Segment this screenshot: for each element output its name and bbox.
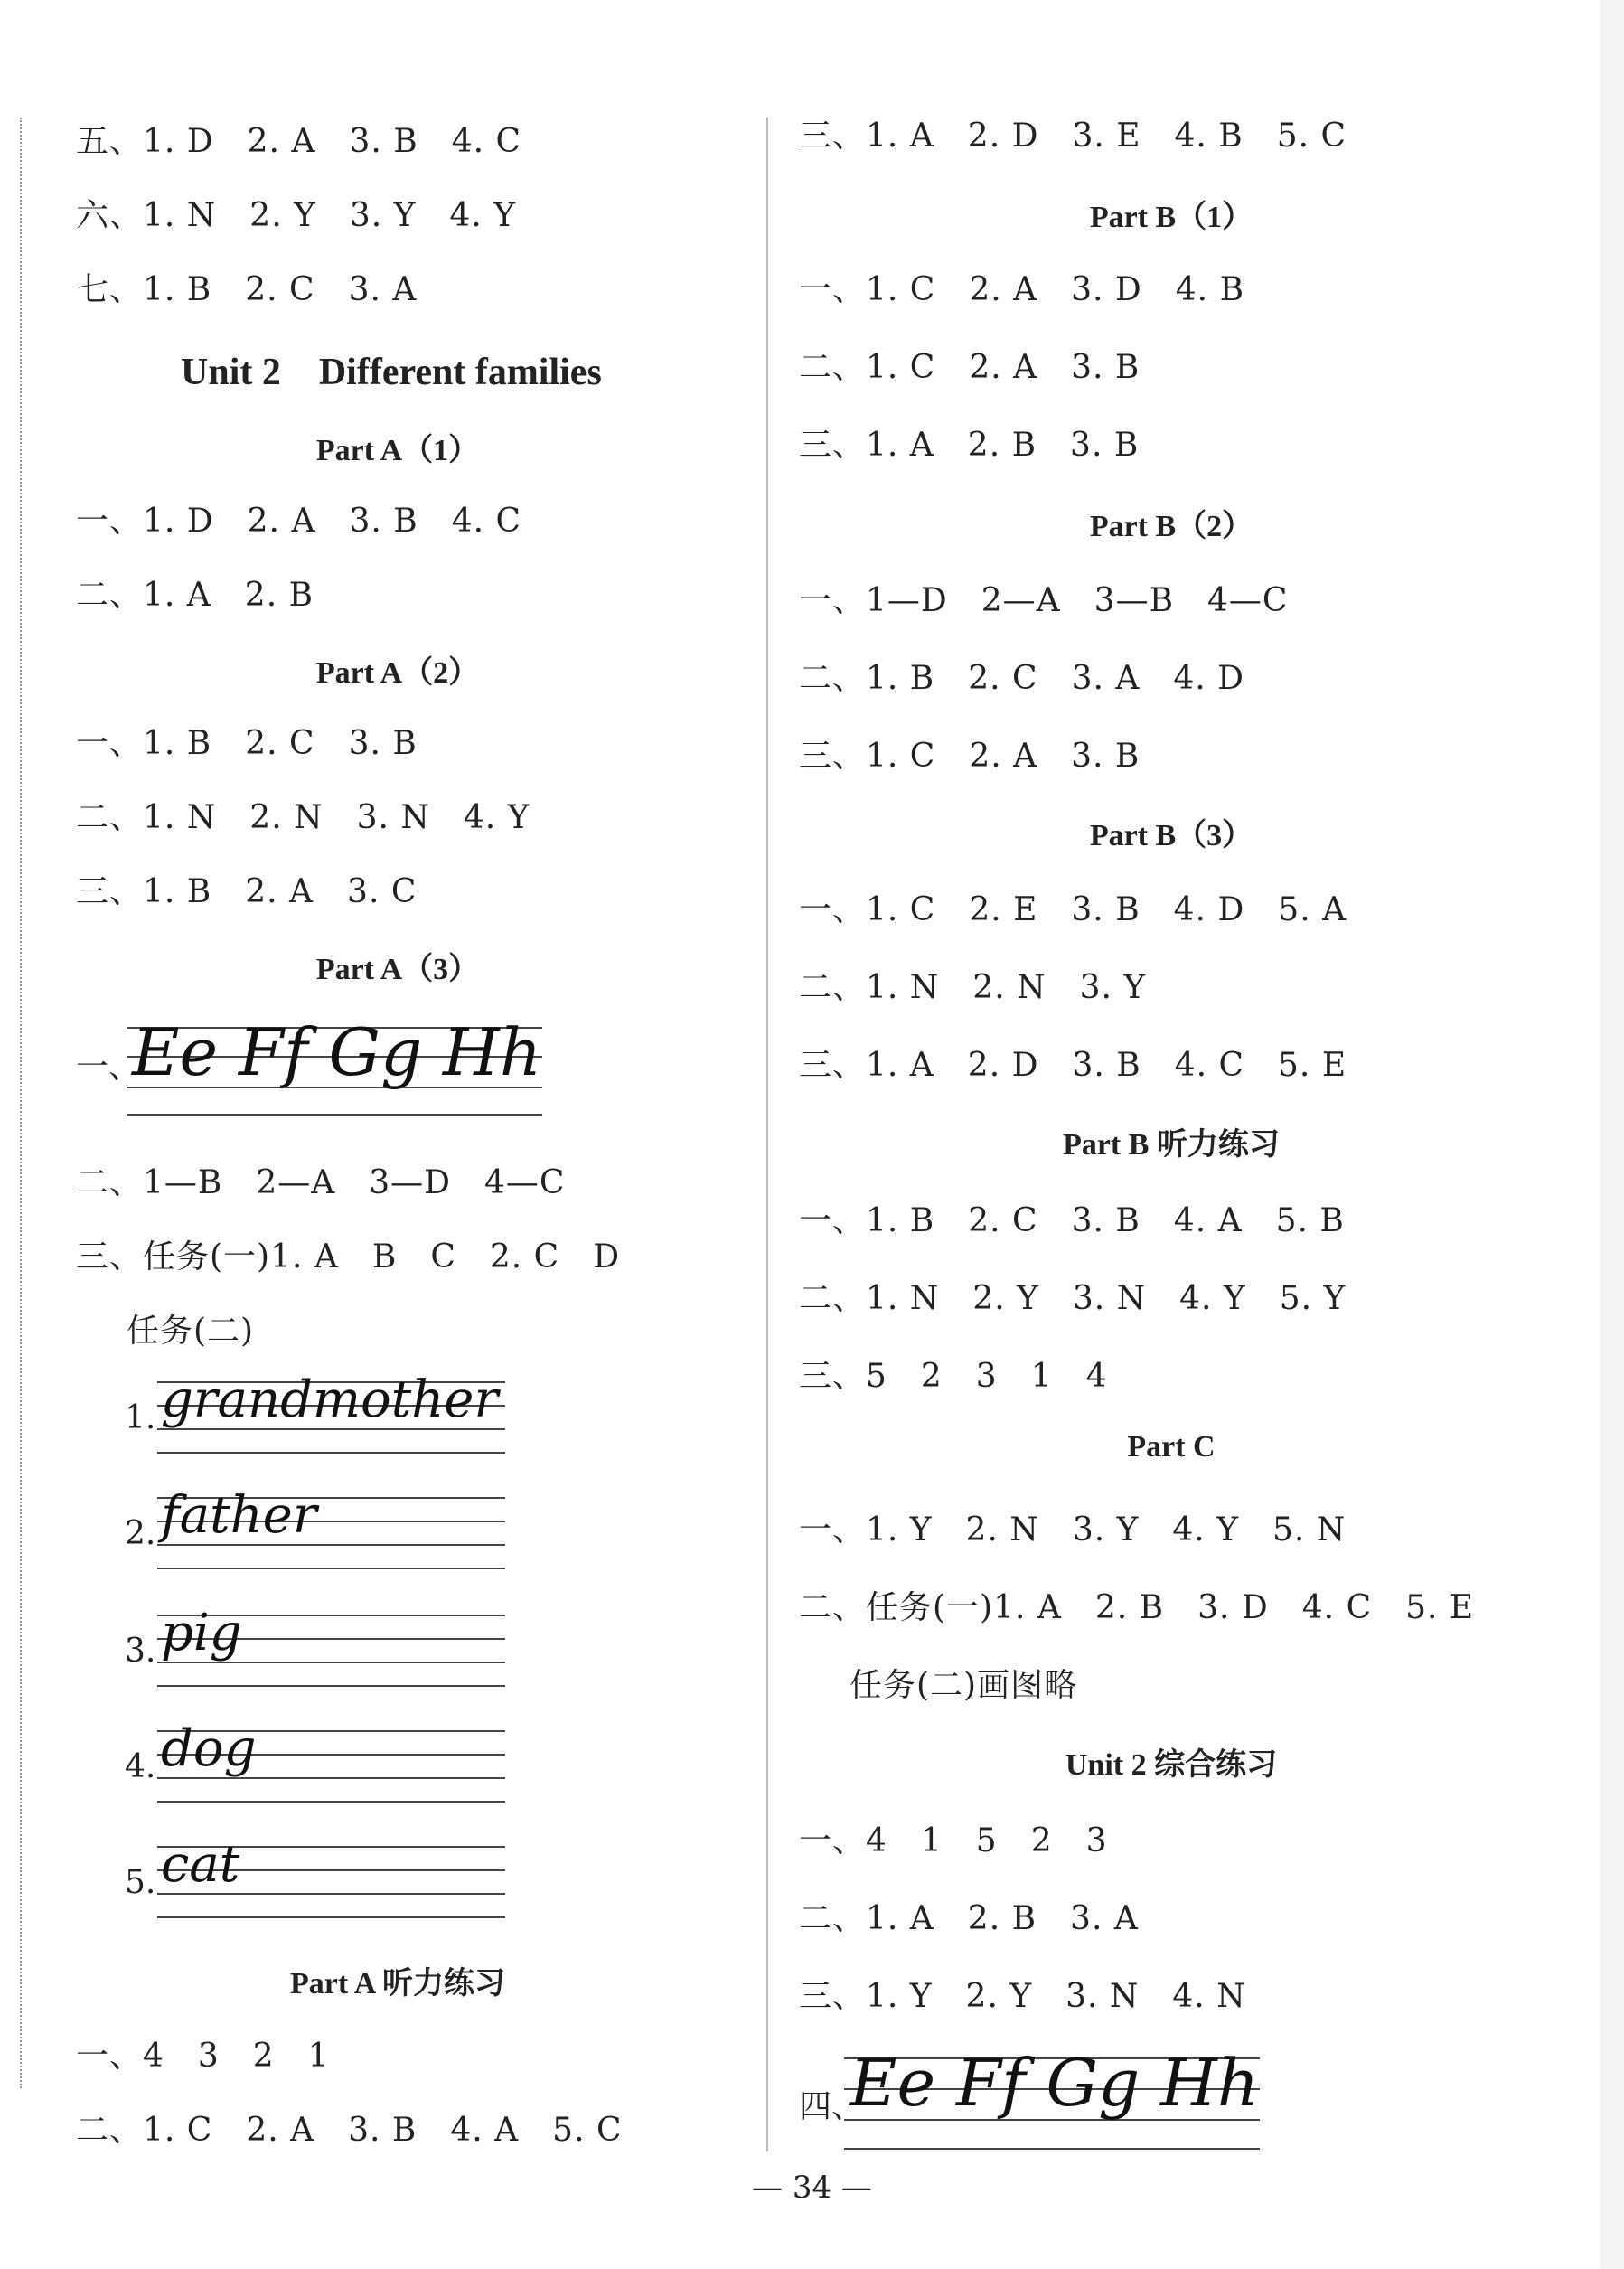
handwriting-ruled-lines: [157, 1719, 505, 1803]
answer-line: 三、1. A 2. B 3. B: [799, 427, 1140, 464]
task-line: 任务(二)画图略: [850, 1667, 1078, 1704]
section-heading: Part B 听力练习: [1063, 1128, 1280, 1162]
word-number: 3.: [125, 1633, 156, 1670]
binding-margin-line: [20, 118, 22, 2088]
handwritten-word: dog: [161, 1719, 257, 1778]
handwriting-ruled-lines: [127, 1014, 542, 1119]
handwriting-ruled-lines: [157, 1486, 505, 1569]
section-heading: Part B（3）: [1089, 819, 1253, 852]
answer-line: 二、1. N 2. N 3. N 4. Y: [76, 799, 530, 836]
task-label: 任务(二): [127, 1313, 255, 1350]
answer-line: 一、4 1 5 2 3: [799, 1822, 1108, 1859]
answer-line: 二、1. N 2. Y 3. N 4. Y 5. Y: [799, 1280, 1347, 1317]
question-number: 四、: [799, 2088, 865, 2125]
section-heading: Part B（2）: [1089, 510, 1253, 543]
section-heading: Part C: [1127, 1430, 1216, 1464]
answer-line: 二、1—B 2—A 3—D 4—C: [76, 1164, 566, 1201]
section-heading: Part A（1）: [315, 434, 480, 467]
answer-line: 一、1—D 2—A 3—B 4—C: [799, 582, 1289, 619]
answer-line: 二、任务(一)1. A 2. B 3. D 4. C 5. E: [799, 1589, 1475, 1626]
answer-line: 三、任务(一)1. A B C 2. C D: [76, 1238, 621, 1276]
question-number: 一、: [76, 1049, 142, 1086]
word-number: 5.: [125, 1864, 156, 1901]
answer-line: 二、1. B 2. C 3. A 4. D: [799, 660, 1245, 697]
answer-line: 二、1. A 2. B 3. A: [799, 1900, 1139, 1937]
section-heading: Part A（2）: [315, 656, 480, 690]
handwritten-word: father: [161, 1486, 317, 1545]
section-heading: Part A 听力练习: [290, 1967, 505, 2001]
handwritten-letters: Ee Ff Gg Hh: [132, 1014, 542, 1090]
answer-line: 六、1. N 2. Y 3. Y 4. Y: [76, 197, 516, 234]
answer-line: 七、1. B 2. C 3. A: [76, 271, 418, 308]
answer-line: 三、1. B 2. A 3. C: [76, 873, 418, 910]
section-heading: Part A（3）: [315, 953, 480, 986]
unit-title: Unit 2 Different families: [181, 352, 602, 393]
answer-line: 二、1. A 2. B: [76, 577, 314, 614]
answer-line: 一、1. C 2. E 3. B 4. D 5. A: [799, 891, 1347, 928]
answer-line: 一、1. D 2. A 3. B 4. C: [76, 503, 522, 540]
word-number: 2.: [125, 1515, 156, 1552]
answer-line: 三、5 2 3 1 4: [799, 1358, 1108, 1395]
answer-line: 三、1. A 2. D 3. E 4. B 5. C: [799, 118, 1347, 155]
handwritten-word: cat: [161, 1835, 240, 1894]
answer-line: 一、4 3 2 1: [76, 2038, 330, 2075]
answer-line: 三、1. Y 2. Y 3. N 4. N: [799, 1978, 1246, 2015]
handwriting-ruled-lines: [157, 1370, 505, 1454]
answer-line: 三、1. A 2. D 3. B 4. C 5. E: [799, 1047, 1347, 1084]
answer-line: 二、1. N 2. N 3. Y: [799, 969, 1147, 1006]
handwritten-word: pig: [161, 1604, 242, 1662]
answer-line: 三、1. C 2. A 3. B: [799, 738, 1141, 775]
page-edge-shadow: [1600, 0, 1624, 2269]
word-number: 1.: [125, 1399, 156, 1436]
answer-line: 一、1. B 2. C 3. B 4. A 5. B: [799, 1202, 1345, 1239]
handwritten-letters: Ee Ff Gg Hh: [850, 2045, 1260, 2121]
column-divider: [766, 118, 768, 2151]
answer-line: 一、1. Y 2. N 3. Y 4. Y 5. N: [799, 1511, 1347, 1549]
handwritten-word: grandmother: [161, 1370, 499, 1429]
answer-line: 一、1. C 2. A 3. D 4. B: [799, 271, 1245, 308]
word-number: 4.: [125, 1748, 156, 1785]
page-number: — 34 —: [752, 2170, 872, 2206]
answer-line: 二、1. C 2. A 3. B 4. A 5. C: [76, 2112, 623, 2149]
handwriting-ruled-lines: [157, 1604, 505, 1687]
answer-line: 一、1. B 2. C 3. B: [76, 725, 418, 762]
answer-line: 五、1. D 2. A 3. B 4. C: [76, 123, 522, 160]
handwriting-ruled-lines: [844, 2045, 1260, 2153]
handwriting-ruled-lines: [157, 1835, 505, 1918]
answer-line: 二、1. C 2. A 3. B: [799, 349, 1141, 386]
section-heading: Unit 2 综合练习: [1065, 1748, 1278, 1782]
section-heading: Part B（1）: [1089, 201, 1253, 234]
